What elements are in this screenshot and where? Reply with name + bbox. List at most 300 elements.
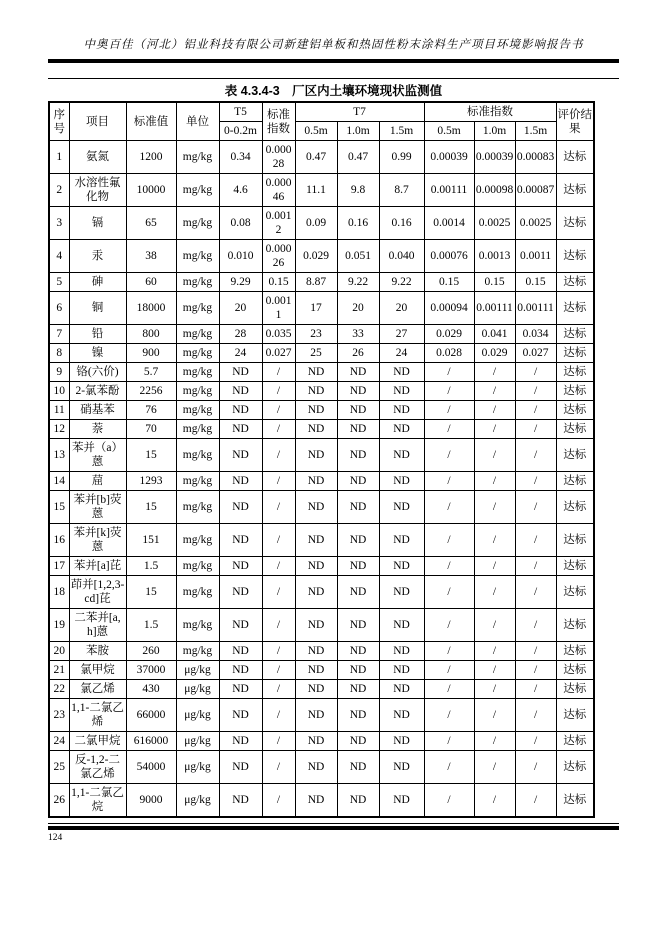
cell-i10: / (474, 491, 515, 524)
table-row (49, 363, 594, 382)
cell-i15: / (515, 699, 556, 732)
cell-standard: 70 (126, 420, 176, 439)
cell-unit: μg/kg (176, 732, 219, 751)
table-row (49, 401, 594, 420)
cell-d15: ND (379, 751, 424, 784)
cell-i05: / (424, 401, 474, 420)
page-footer (48, 823, 619, 843)
cell-no: 3 (49, 207, 69, 240)
table-row (49, 524, 594, 557)
cell-i10: 0.00098 (474, 174, 515, 207)
cell-d10: ND (337, 401, 379, 420)
cell-d05: ND (295, 661, 337, 680)
cell-t5_index: / (262, 491, 295, 524)
header-rule-thick (48, 59, 619, 63)
cell-no: 23 (49, 699, 69, 732)
cell-i10: 0.0025 (474, 207, 515, 240)
cell-item: 铬(六价) (69, 363, 126, 382)
cell-unit: mg/kg (176, 420, 219, 439)
cell-no: 21 (49, 661, 69, 680)
cell-d15: ND (379, 680, 424, 699)
cell-no: 16 (49, 524, 69, 557)
table-row (49, 642, 594, 661)
cell-t5_index: / (262, 699, 295, 732)
cell-d10: 33 (337, 325, 379, 344)
cell-d15: 0.16 (379, 207, 424, 240)
cell-i10: / (474, 609, 515, 642)
cell-t5: ND (219, 439, 262, 472)
cell-d10: ND (337, 363, 379, 382)
col-header-t7: T7 (295, 102, 424, 122)
cell-i15: / (515, 557, 556, 576)
cell-d05: ND (295, 642, 337, 661)
col-header-t5: T5 (219, 102, 262, 122)
cell-i10: / (474, 401, 515, 420)
table-row (49, 382, 594, 401)
cell-t5_index: / (262, 524, 295, 557)
cell-i15: 0.15 (515, 273, 556, 292)
cell-result: 达标 (556, 557, 594, 576)
cell-result: 达标 (556, 401, 594, 420)
cell-t5: ND (219, 751, 262, 784)
cell-unit: mg/kg (176, 557, 219, 576)
cell-i05: / (424, 576, 474, 609)
cell-d05: ND (295, 784, 337, 818)
cell-standard: 1293 (126, 472, 176, 491)
cell-t5_index: 0.0011 (262, 292, 295, 325)
cell-d15: ND (379, 524, 424, 557)
cell-t5: ND (219, 576, 262, 609)
cell-d10: ND (337, 557, 379, 576)
cell-d15: 27 (379, 325, 424, 344)
cell-i10: 0.00111 (474, 292, 515, 325)
cell-d05: 8.87 (295, 273, 337, 292)
cell-item: 氯乙烯 (69, 680, 126, 699)
cell-i15: 0.0011 (515, 240, 556, 273)
cell-i15: / (515, 382, 556, 401)
cell-d15: ND (379, 699, 424, 732)
cell-i05: / (424, 732, 474, 751)
cell-standard: 5.7 (126, 363, 176, 382)
cell-d15: ND (379, 661, 424, 680)
cell-d05: 17 (295, 292, 337, 325)
cell-d15: ND (379, 576, 424, 609)
cell-i15: / (515, 784, 556, 818)
cell-i10: / (474, 732, 515, 751)
cell-t5_index: / (262, 661, 295, 680)
cell-result: 达标 (556, 751, 594, 784)
cell-unit: mg/kg (176, 524, 219, 557)
cell-d10: ND (337, 609, 379, 642)
cell-d10: ND (337, 491, 379, 524)
cell-standard: 66000 (126, 699, 176, 732)
cell-d05: ND (295, 699, 337, 732)
cell-t5_index: / (262, 382, 295, 401)
cell-standard: 10000 (126, 174, 176, 207)
cell-result: 达标 (556, 784, 594, 818)
cell-item: 2-氯苯酚 (69, 382, 126, 401)
cell-i10: / (474, 642, 515, 661)
cell-i05: 0.15 (424, 273, 474, 292)
cell-t5_index: 0.0012 (262, 207, 295, 240)
cell-no: 19 (49, 609, 69, 642)
cell-i05: 0.028 (424, 344, 474, 363)
cell-d05: 11.1 (295, 174, 337, 207)
cell-d05: ND (295, 491, 337, 524)
cell-d15: 20 (379, 292, 424, 325)
cell-unit: mg/kg (176, 273, 219, 292)
table-row (49, 751, 594, 784)
table-row (49, 491, 594, 524)
cell-unit: mg/kg (176, 401, 219, 420)
cell-d05: ND (295, 557, 337, 576)
cell-unit: μg/kg (176, 661, 219, 680)
cell-d10: ND (337, 661, 379, 680)
cell-item: 苯并[k]荧蒽 (69, 524, 126, 557)
table-row (49, 557, 594, 576)
cell-t5: ND (219, 609, 262, 642)
cell-d05: ND (295, 363, 337, 382)
cell-t5: 4.6 (219, 174, 262, 207)
cell-no: 11 (49, 401, 69, 420)
cell-i05: 0.00039 (424, 141, 474, 174)
cell-i05: 0.0014 (424, 207, 474, 240)
cell-d05: ND (295, 420, 337, 439)
cell-i15: / (515, 472, 556, 491)
cell-d15: ND (379, 609, 424, 642)
col-header-standard: 标准值 (126, 102, 176, 141)
cell-standard: 1.5 (126, 609, 176, 642)
cell-d15: ND (379, 363, 424, 382)
table-row (49, 292, 594, 325)
cell-t5: ND (219, 661, 262, 680)
cell-t5_index: 0.00028 (262, 141, 295, 174)
col-header-index2: 标准指数 (424, 102, 556, 122)
cell-i15: / (515, 642, 556, 661)
cell-d10: ND (337, 420, 379, 439)
cell-d15: ND (379, 784, 424, 818)
col-header-t7-depth-05: 0.5m (295, 122, 337, 141)
cell-i10: / (474, 699, 515, 732)
cell-unit: mg/kg (176, 439, 219, 472)
cell-unit: μg/kg (176, 699, 219, 732)
cell-result: 达标 (556, 576, 594, 609)
cell-t5_index: / (262, 609, 295, 642)
cell-d10: ND (337, 382, 379, 401)
cell-item: 硝基苯 (69, 401, 126, 420)
cell-i15: / (515, 680, 556, 699)
col-header-item: 项目 (69, 102, 126, 141)
cell-no: 22 (49, 680, 69, 699)
cell-t5: ND (219, 524, 262, 557)
cell-no: 25 (49, 751, 69, 784)
cell-d10: ND (337, 576, 379, 609)
cell-t5: 24 (219, 344, 262, 363)
cell-result: 达标 (556, 680, 594, 699)
cell-standard: 9000 (126, 784, 176, 818)
cell-d15: 8.7 (379, 174, 424, 207)
cell-d15: ND (379, 732, 424, 751)
cell-d15: 24 (379, 344, 424, 363)
cell-item: 䓛 (69, 472, 126, 491)
cell-d05: ND (295, 472, 337, 491)
cell-item: 苯并[a]芘 (69, 557, 126, 576)
cell-i15: / (515, 732, 556, 751)
cell-d10: ND (337, 642, 379, 661)
cell-i15: 0.00111 (515, 292, 556, 325)
cell-result: 达标 (556, 240, 594, 273)
cell-d05: ND (295, 732, 337, 751)
cell-no: 14 (49, 472, 69, 491)
cell-no: 18 (49, 576, 69, 609)
cell-standard: 15 (126, 491, 176, 524)
cell-i05: 0.00076 (424, 240, 474, 273)
cell-i10: 0.029 (474, 344, 515, 363)
cell-i15: / (515, 439, 556, 472)
cell-result: 达标 (556, 174, 594, 207)
cell-i10: / (474, 784, 515, 818)
soil-monitoring-table (48, 101, 595, 818)
cell-item: 苯并（a）蒽 (69, 439, 126, 472)
cell-i10: / (474, 363, 515, 382)
table-row (49, 699, 594, 732)
cell-d05: ND (295, 680, 337, 699)
cell-i05: / (424, 661, 474, 680)
cell-item: 苯胺 (69, 642, 126, 661)
table-header (49, 102, 594, 141)
cell-t5: ND (219, 382, 262, 401)
cell-d10: 0.16 (337, 207, 379, 240)
cell-d10: ND (337, 699, 379, 732)
cell-result: 达标 (556, 609, 594, 642)
cell-t5: ND (219, 732, 262, 751)
table-row (49, 439, 594, 472)
page-number: 124 (48, 833, 63, 843)
cell-d05: ND (295, 576, 337, 609)
cell-d10: ND (337, 524, 379, 557)
cell-item: 汞 (69, 240, 126, 273)
header-row-1 (49, 102, 594, 122)
cell-no: 24 (49, 732, 69, 751)
cell-d10: 0.051 (337, 240, 379, 273)
cell-result: 达标 (556, 699, 594, 732)
cell-standard: 60 (126, 273, 176, 292)
cell-standard: 616000 (126, 732, 176, 751)
cell-i10: 0.0013 (474, 240, 515, 273)
cell-i05: 0.00111 (424, 174, 474, 207)
cell-i05: / (424, 439, 474, 472)
table-row (49, 325, 594, 344)
cell-no: 5 (49, 273, 69, 292)
cell-t5: ND (219, 491, 262, 524)
cell-unit: mg/kg (176, 325, 219, 344)
cell-item: 铅 (69, 325, 126, 344)
cell-item: 苯并[b]荧蒽 (69, 491, 126, 524)
cell-standard: 15 (126, 576, 176, 609)
cell-standard: 15 (126, 439, 176, 472)
col-header-index1: 标准指数 (262, 102, 295, 141)
cell-unit: mg/kg (176, 472, 219, 491)
cell-result: 达标 (556, 141, 594, 174)
cell-i05: 0.00094 (424, 292, 474, 325)
cell-d15: ND (379, 642, 424, 661)
cell-t5: 20 (219, 292, 262, 325)
table-row (49, 174, 594, 207)
cell-i05: / (424, 784, 474, 818)
cell-standard: 38 (126, 240, 176, 273)
cell-t5_index: / (262, 732, 295, 751)
cell-standard: 1.5 (126, 557, 176, 576)
cell-i05: / (424, 699, 474, 732)
cell-t5: ND (219, 557, 262, 576)
cell-t5: 9.29 (219, 273, 262, 292)
col-header-index2-depth-10: 1.0m (474, 122, 515, 141)
cell-t5_index: / (262, 680, 295, 699)
cell-t5: ND (219, 784, 262, 818)
cell-i05: / (424, 680, 474, 699)
cell-t5_index: / (262, 784, 295, 818)
cell-d15: ND (379, 472, 424, 491)
cell-i15: 0.034 (515, 325, 556, 344)
cell-d05: 23 (295, 325, 337, 344)
cell-t5_index: 0.00046 (262, 174, 295, 207)
table-row (49, 344, 594, 363)
cell-result: 达标 (556, 661, 594, 680)
doc-header-text: 中奥百佳（河北）铝业科技有限公司新建铝单板和热固性粉末涂料生产项目环境影响报告书 (83, 37, 584, 51)
cell-t5_index: / (262, 401, 295, 420)
cell-d15: 0.040 (379, 240, 424, 273)
cell-d10: ND (337, 784, 379, 818)
table-row (49, 784, 594, 818)
cell-d15: ND (379, 439, 424, 472)
cell-standard: 65 (126, 207, 176, 240)
cell-i10: 0.041 (474, 325, 515, 344)
cell-i15: / (515, 420, 556, 439)
cell-i05: / (424, 609, 474, 642)
table-row (49, 207, 594, 240)
cell-result: 达标 (556, 382, 594, 401)
cell-standard: 260 (126, 642, 176, 661)
cell-t5_index: 0.00026 (262, 240, 295, 273)
cell-standard: 37000 (126, 661, 176, 680)
cell-result: 达标 (556, 439, 594, 472)
cell-standard: 1200 (126, 141, 176, 174)
cell-t5_index: 0.15 (262, 273, 295, 292)
cell-d05: ND (295, 751, 337, 784)
cell-item: 二苯并[a,h]蒽 (69, 609, 126, 642)
cell-i05: / (424, 751, 474, 784)
col-header-result: 评价结果 (556, 102, 594, 141)
cell-i15: 0.0025 (515, 207, 556, 240)
cell-i15: 0.00083 (515, 141, 556, 174)
cell-d15: ND (379, 491, 424, 524)
cell-no: 2 (49, 174, 69, 207)
cell-standard: 430 (126, 680, 176, 699)
cell-i15: / (515, 401, 556, 420)
cell-result: 达标 (556, 363, 594, 382)
cell-item: 镉 (69, 207, 126, 240)
cell-unit: mg/kg (176, 491, 219, 524)
footer-rule-thick (48, 826, 619, 830)
footer-rule-thin (48, 823, 619, 824)
col-header-index2-depth-15: 1.5m (515, 122, 556, 141)
cell-t5_index: / (262, 439, 295, 472)
table-row (49, 661, 594, 680)
cell-i10: / (474, 524, 515, 557)
cell-unit: mg/kg (176, 141, 219, 174)
cell-no: 8 (49, 344, 69, 363)
cell-d15: ND (379, 401, 424, 420)
cell-standard: 18000 (126, 292, 176, 325)
cell-item: 反-1,2-二氯乙烯 (69, 751, 126, 784)
cell-t5: 0.08 (219, 207, 262, 240)
cell-no: 26 (49, 784, 69, 818)
cell-i10: 0.15 (474, 273, 515, 292)
cell-item: 砷 (69, 273, 126, 292)
cell-no: 4 (49, 240, 69, 273)
cell-result: 达标 (556, 325, 594, 344)
cell-i05: 0.029 (424, 325, 474, 344)
cell-d10: ND (337, 680, 379, 699)
col-header-t7-depth-10: 1.0m (337, 122, 379, 141)
table-row (49, 732, 594, 751)
cell-t5_index: / (262, 642, 295, 661)
cell-unit: mg/kg (176, 576, 219, 609)
cell-unit: mg/kg (176, 609, 219, 642)
cell-d05: 0.029 (295, 240, 337, 273)
cell-unit: mg/kg (176, 642, 219, 661)
cell-d10: ND (337, 472, 379, 491)
table-row (49, 472, 594, 491)
cell-item: 1,1-二氯乙烯 (69, 699, 126, 732)
cell-i05: / (424, 420, 474, 439)
cell-standard: 900 (126, 344, 176, 363)
cell-standard: 54000 (126, 751, 176, 784)
cell-standard: 151 (126, 524, 176, 557)
cell-unit: μg/kg (176, 784, 219, 818)
cell-result: 达标 (556, 472, 594, 491)
cell-d05: 25 (295, 344, 337, 363)
table-row (49, 609, 594, 642)
cell-t5: ND (219, 699, 262, 732)
table-row (49, 141, 594, 174)
cell-d15: 0.99 (379, 141, 424, 174)
cell-i05: / (424, 491, 474, 524)
cell-result: 达标 (556, 732, 594, 751)
cell-result: 达标 (556, 207, 594, 240)
cell-i05: / (424, 557, 474, 576)
cell-t5_index: / (262, 557, 295, 576)
cell-item: 萘 (69, 420, 126, 439)
cell-d10: 20 (337, 292, 379, 325)
cell-d10: 9.22 (337, 273, 379, 292)
cell-result: 达标 (556, 344, 594, 363)
cell-i15: / (515, 609, 556, 642)
cell-t5_index: / (262, 472, 295, 491)
cell-unit: mg/kg (176, 207, 219, 240)
table-row (49, 273, 594, 292)
cell-no: 6 (49, 292, 69, 325)
cell-unit: mg/kg (176, 382, 219, 401)
cell-standard: 2256 (126, 382, 176, 401)
cell-i15: / (515, 576, 556, 609)
cell-i10: / (474, 382, 515, 401)
cell-no: 15 (49, 491, 69, 524)
cell-no: 10 (49, 382, 69, 401)
cell-i05: / (424, 382, 474, 401)
cell-i10: 0.00039 (474, 141, 515, 174)
header-rule-thin (48, 78, 619, 79)
